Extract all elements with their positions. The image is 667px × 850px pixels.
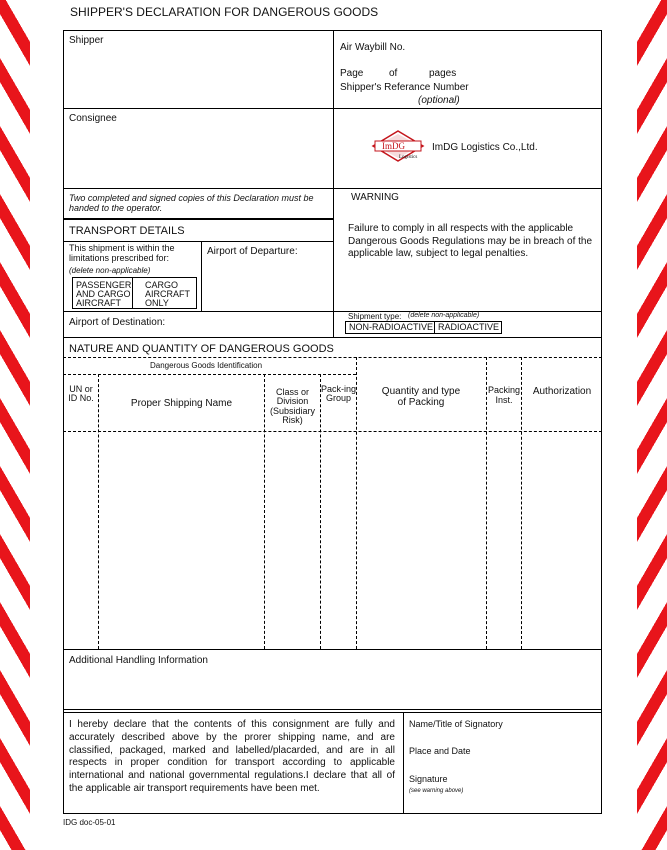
authorization-header: Authorization [532, 386, 592, 397]
copies-note: Two completed and signed copies of this Declaration must be handed to the operator. [69, 193, 314, 214]
delete-note: (delete non-applicable) [69, 266, 151, 275]
declaration-text: I hereby declare that the contents of this consignment are fully and accurately described above by the prorer shipping name, and are classified, packaged, marked and labelled/placarded, and are in all respects in proper condition for transport according to applicable international and national governmental regulations.I declare that all of the applicable air transport requirements have been met. [69, 719, 395, 794]
consignee-label: Consignee [69, 113, 117, 124]
quantity-packing-header: Quantity and type of Packing [381, 386, 461, 408]
transport-details-label: TRANSPORT DETAILS [69, 225, 185, 237]
shipper-reference-label: Shipper's Referance Number [340, 82, 469, 93]
signatory-name-label: Name/Title of Signatory [409, 719, 503, 729]
row-divider [63, 188, 602, 189]
shipper-label: Shipper [69, 35, 104, 46]
class-division-header: Class or Division (Subsidiary Risk) [269, 387, 316, 426]
place-date-label: Place and Date [409, 746, 471, 756]
form-title: SHIPPER'S DECLARATION FOR DANGEROUS GOODS [70, 5, 379, 19]
of-label: of [389, 68, 398, 79]
nature-quantity-label: NATURE AND QUANTITY OF DANGEROUS GOODS [69, 343, 334, 355]
doc-id: IDG doc-05-01 [63, 818, 116, 827]
optional-label: (optional) [418, 95, 460, 106]
signature-label: Signature [409, 774, 448, 784]
cargo-only-option[interactable]: CARGO AIRCRAFT ONLY [145, 280, 190, 308]
center-divider [333, 30, 334, 337]
air-waybill-label: Air Waybill No. [340, 42, 406, 53]
company-name: ImDG Logistics Co.,Ltd. [432, 142, 538, 153]
see-warning-note: (see warning above) [409, 788, 464, 794]
limitations-text: This shipment is within the limitations prescribed for: [69, 243, 175, 263]
un-id-header: UN or ID No. [68, 384, 94, 403]
left-hazard-border [0, 0, 30, 850]
right-hazard-border [637, 0, 667, 850]
warning-text: Failure to comply in all respects with the applicable Dangerous Goods Regulations may be in breach of the applicable law, subject to legal penalties. [348, 223, 593, 259]
airport-departure-label: Airport of Departure: [207, 246, 298, 257]
warning-label: WARNING [351, 192, 399, 203]
non-radioactive-option[interactable]: NON-RADIOACTIVE [349, 322, 434, 332]
packing-group-header: Pack-ing Group [321, 384, 357, 404]
dg-identification-label: Dangerous Goods Identification [150, 361, 263, 370]
airport-destination-label: Airport of Destination: [69, 317, 166, 328]
proper-shipping-name-header: Proper Shipping Name [130, 398, 233, 409]
passenger-cargo-option[interactable]: PASSENGER AND CARGO AIRCRAFT [76, 280, 132, 308]
radioactive-option[interactable]: RADIOACTIVE [438, 322, 500, 332]
logo-sub: Logistics [399, 155, 418, 160]
page-label: Page [340, 68, 364, 79]
row-divider [63, 108, 602, 109]
shipment-type-label: Shipment type: [348, 312, 402, 321]
logo-mark: ImDG [382, 141, 405, 151]
pages-label: pages [429, 68, 457, 79]
additional-handling-label: Additional Handling Information [69, 655, 208, 666]
packing-inst-header: Packing Inst. [487, 385, 521, 405]
shipment-type-note: (delete non-applicable) [408, 312, 480, 319]
